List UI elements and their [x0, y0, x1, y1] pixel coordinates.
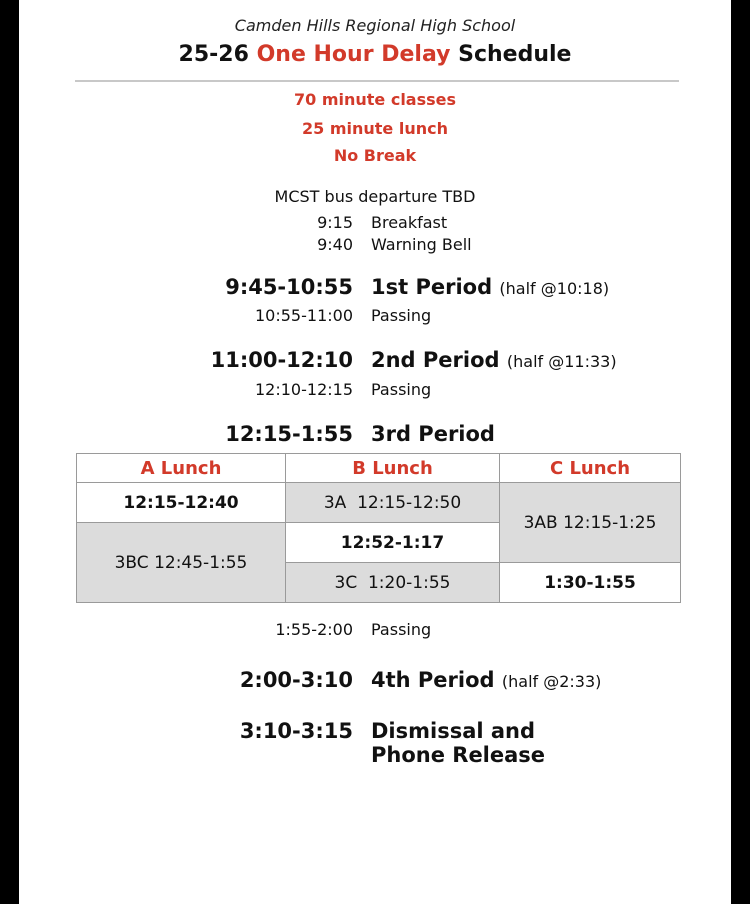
- c-lunch-time: 1:30-1:55: [500, 563, 681, 603]
- school-name: Camden Hills Regional High School: [234, 16, 516, 35]
- lunch-table: [76, 453, 681, 603]
- header-a-lunch: A Lunch: [77, 454, 286, 483]
- row-label: Passing: [371, 620, 432, 639]
- row-label: Breakfast: [371, 213, 448, 232]
- period-label: 2nd Period: [371, 348, 500, 372]
- dismissal-label-line1: Dismissal and: [371, 719, 536, 743]
- lunch-header-row: [77, 454, 681, 483]
- a-class-3bc: 3BC 12:45-1:55: [77, 523, 286, 603]
- period-label-group: [371, 275, 609, 299]
- period-label-group: [371, 348, 617, 372]
- schedule-page: [19, 0, 731, 904]
- dismissal-time: 3:10-3:15: [239, 719, 353, 743]
- period-half-time: (half @2:33): [501, 672, 602, 691]
- dismissal-label-line2: Phone Release: [371, 743, 546, 767]
- header-c-lunch: C Lunch: [500, 454, 681, 483]
- period-half-time: (half @10:18): [499, 279, 610, 298]
- c-class-3ab: 3AB 12:15-1:25: [500, 483, 681, 563]
- dismissal-label: [371, 719, 545, 767]
- row-label: Warning Bell: [371, 235, 472, 254]
- period-time: 9:45-10:55: [225, 275, 353, 299]
- title-divider: [75, 80, 679, 82]
- row-label: Passing: [371, 306, 432, 325]
- period-label: 4th Period: [371, 668, 495, 692]
- row-time: 9:15: [317, 213, 353, 232]
- page-title: [19, 42, 731, 67]
- period-label: 1st Period: [371, 275, 493, 299]
- b-class-3a: 3A 12:15-12:50: [286, 483, 500, 523]
- period-label-group: [371, 668, 601, 692]
- title-suffix: Schedule: [450, 42, 572, 67]
- row-time: 1:55-2:00: [275, 620, 353, 639]
- period-label: 3rd Period: [371, 422, 495, 446]
- title-highlight: One Hour Delay: [256, 42, 451, 67]
- title-prefix: 25-26: [178, 42, 257, 67]
- row-time: 9:40: [317, 235, 353, 254]
- lunch-row: [77, 483, 681, 523]
- period-time: 2:00-3:10: [239, 668, 353, 692]
- note-no-break: No Break: [333, 146, 417, 165]
- b-class-3c: 3C 1:20-1:55: [286, 563, 500, 603]
- bus-note: MCST bus departure TBD: [274, 187, 476, 206]
- row-time: 10:55-11:00: [255, 306, 353, 325]
- note-class-length: 70 minute classes: [293, 90, 457, 109]
- b-lunch-time: 12:52-1:17: [286, 523, 500, 563]
- row-label: Passing: [371, 380, 432, 399]
- period-time: 12:15-1:55: [225, 422, 353, 446]
- period-half-time: (half @11:33): [506, 352, 617, 371]
- note-lunch-length: 25 minute lunch: [302, 119, 448, 138]
- row-time: 12:10-12:15: [255, 380, 353, 399]
- header-b-lunch: B Lunch: [286, 454, 500, 483]
- period-time: 11:00-12:10: [210, 348, 353, 372]
- a-lunch-time: 12:15-12:40: [77, 483, 286, 523]
